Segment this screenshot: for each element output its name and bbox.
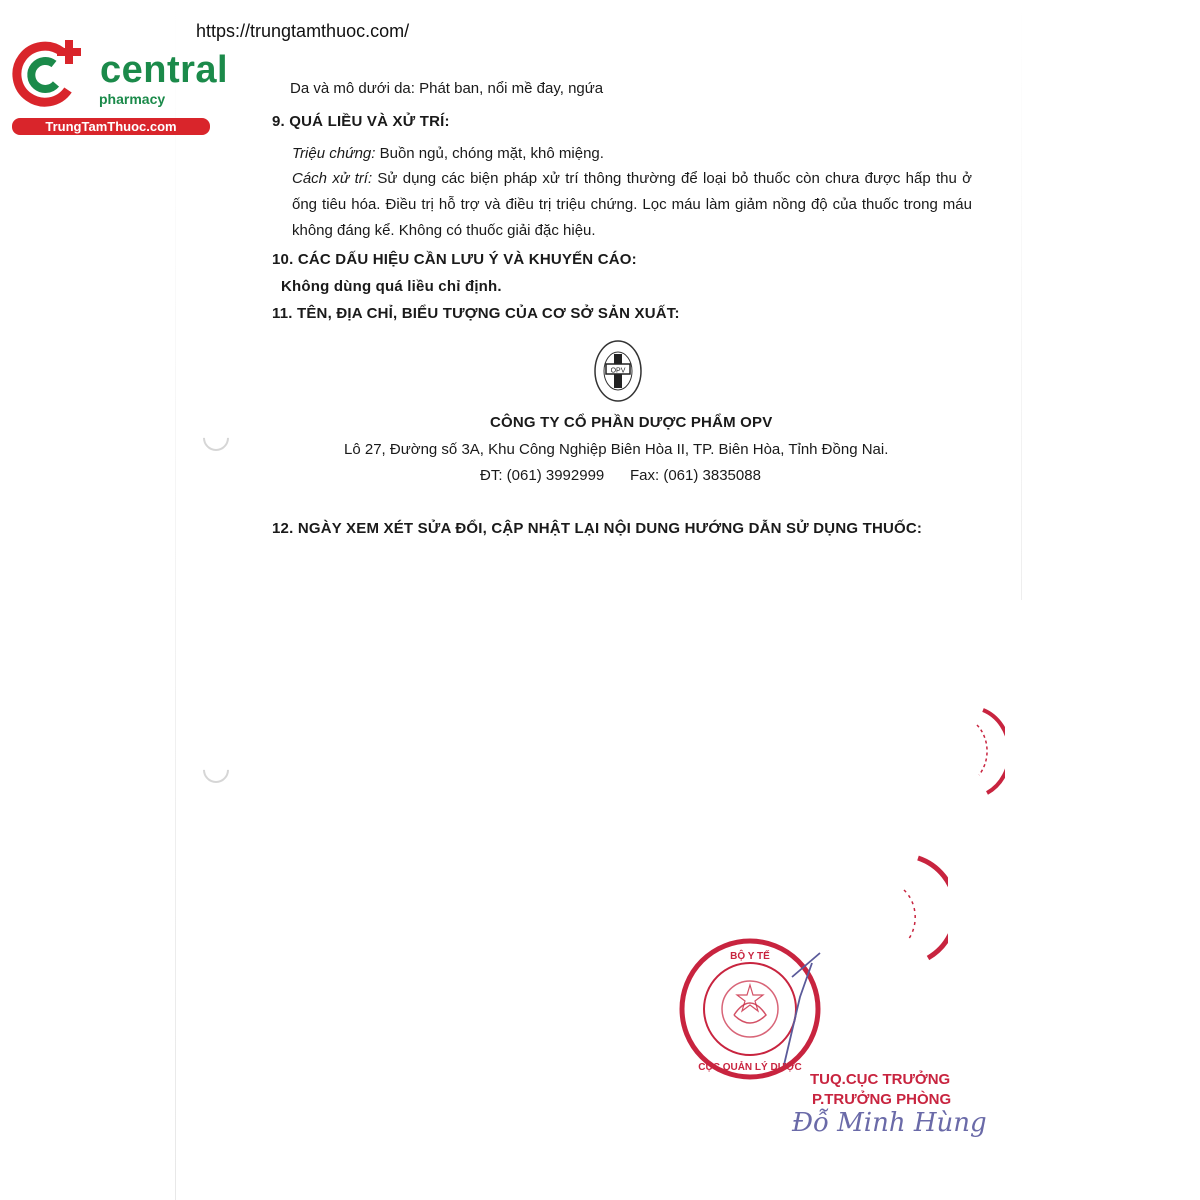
logo-subtitle: pharmacy — [99, 91, 166, 107]
section-9-heading: 9. QUÁ LIỀU VÀ XỬ TRÍ: — [272, 113, 450, 130]
skin-reaction-line: Da và mô dưới da: Phát ban, nổi mề đay, ngứa — [290, 80, 604, 97]
section-11-heading: 11. TÊN, ĐỊA CHỈ, BIỂU TƯỢNG CỦA CƠ SỞ SẢN XUẤT: — [272, 305, 680, 322]
logo-site: TrungTamThuoc.com — [12, 118, 210, 135]
page-edge-right — [1021, 0, 1022, 600]
symptoms-text: Buồn ngủ, chóng mặt, khô miệng. — [375, 145, 604, 162]
treatment-paragraph — [292, 166, 972, 244]
logo-name: central — [100, 49, 229, 91]
treatment-label: Cách xử trí: — [292, 170, 373, 187]
symptoms-label: Triệu chứng: — [292, 145, 376, 162]
stamp-top-text: BỘ Y TẾ — [730, 951, 770, 962]
opv-emblem-icon — [592, 338, 644, 404]
binder-hole — [198, 420, 235, 457]
signer-name: Đỗ Minh Hùng — [792, 1108, 987, 1138]
ministry-seal — [672, 935, 832, 1085]
section-12-heading: 12. NGÀY XEM XÉT SỬA ĐỔI, CẬP NHẬT LẠI NỘI DUNG HƯỚNG DẪN SỬ DỤNG THUỐC: — [272, 520, 923, 537]
treatment-text: Sử dụng các biện pháp xử trí thông thường để loại bỏ thuốc còn chưa được hấp thu ở ống tiêu hóa. Điều trị hỗ trợ và điều trị triệu chứng. Lọc máu làm giảm nồng độ của thuốc trong máu không đáng kể. Không có thuốc giải đặc hiệu. — [292, 170, 972, 239]
approval-title-1: TUQ.CỤC TRƯỞNG — [810, 1071, 951, 1088]
central-pharmacy-logo[interactable] — [10, 38, 229, 138]
approval-title-2: P.TRƯỞNG PHÒNG — [812, 1091, 952, 1108]
company-fax: Fax: (061) 3835088 — [630, 467, 761, 484]
symptoms-line — [292, 145, 604, 162]
partial-stamp-1 — [975, 705, 1005, 800]
partial-stamp-2 — [898, 850, 948, 970]
page-edge-left — [175, 0, 176, 1200]
company-phone: ĐT: (061) 3992999 — [480, 467, 605, 484]
section-10-text: Không dùng quá liều chỉ định. — [281, 278, 502, 295]
company-name: CÔNG TY CỔ PHẦN DƯỢC PHẨM OPV — [490, 414, 773, 431]
emblem-label: OPV — [610, 367, 626, 375]
pharmacy-cross-icon — [10, 38, 90, 108]
binder-hole — [198, 752, 235, 789]
company-address: Lô 27, Đường số 3A, Khu Công Nghiệp Biên Hòa II, TP. Biên Hòa, Tỉnh Đồng Nai. — [344, 441, 889, 458]
source-url[interactable]: https://trungtamthuoc.com/ — [196, 21, 410, 41]
section-10-heading: 10. CÁC DẤU HIỆU CẦN LƯU Ý VÀ KHUYẾN CÁO: — [272, 251, 637, 268]
stamp-bottom-text: CỤC QUẢN LÝ DƯỢC — [698, 1062, 802, 1073]
